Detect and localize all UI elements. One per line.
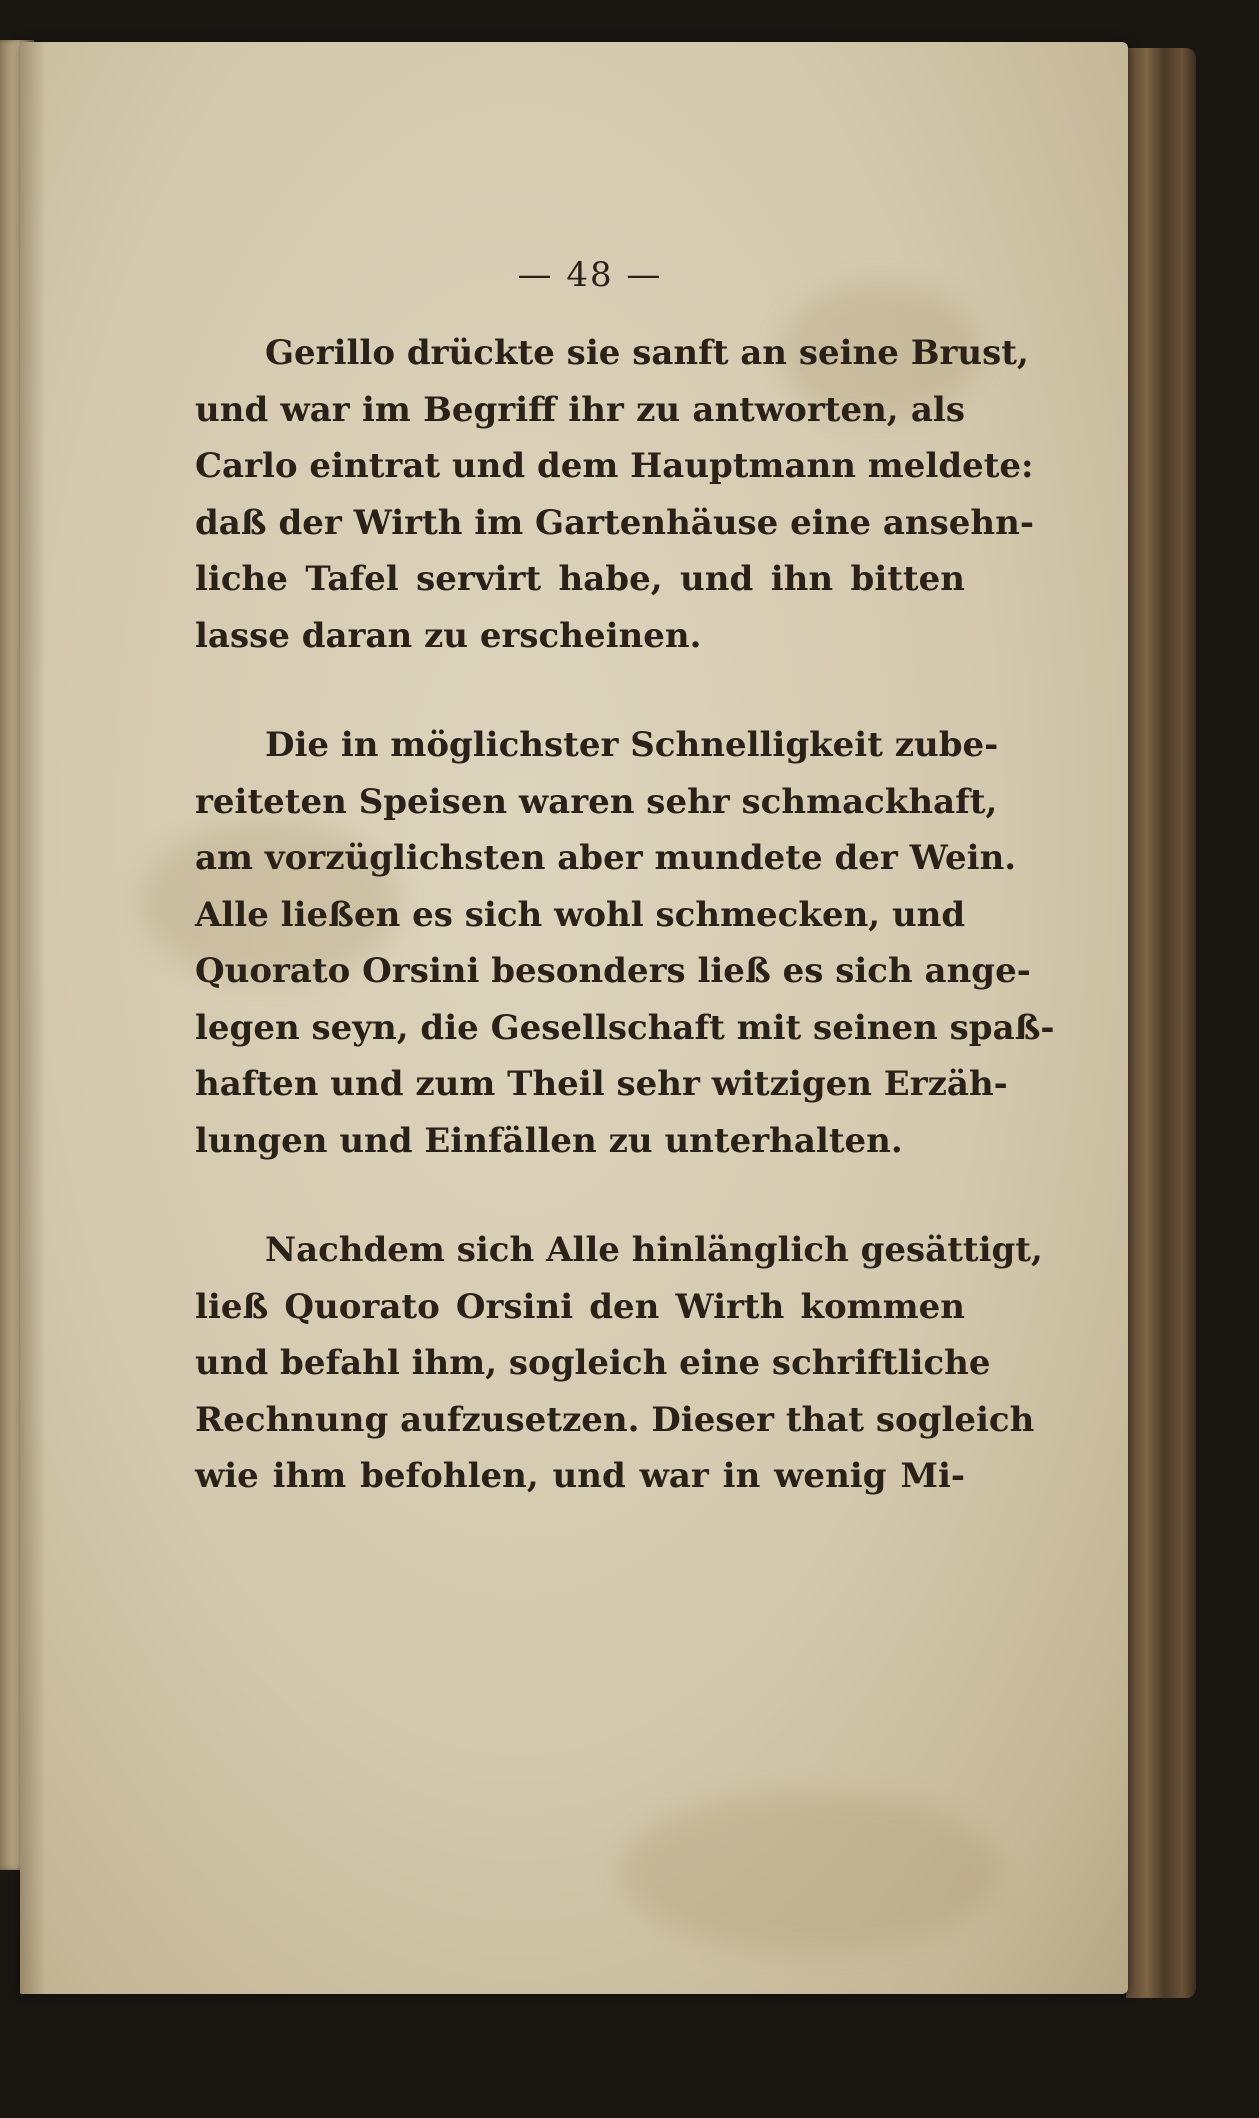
text-line: Die in möglichster Schnelligkeit zube- [265,725,999,765]
text-line: und war im Begriff ihr zu antworten, als [195,389,965,430]
paper-stain [620,1792,1000,1952]
paragraph-1 [195,325,1034,664]
text-line: daß der Wirth im Gartenhäuse eine ansehn- [195,502,1034,543]
text-line: haften und zum Theil sehr witzigen Erzäh- [195,1064,1008,1104]
paragraph-3 [195,1222,1043,1505]
text-line: am vorzüglichsten aber mundete der Wein. [195,838,1017,878]
text-line: Carlo eintrat und dem Hauptmann meldete: [195,446,1034,486]
text-line: liche Tafel servirt habe, und ihn bitten [195,559,965,599]
text-line: Rechnung aufzusetzen. Dieser that sogleich [195,1399,1035,1440]
text-line: wie ihm befohlen, und war in wenig Mi- [195,1456,965,1496]
text-line: Gerillo drückte sie sanft an seine Brust, [265,333,1029,373]
paragraph-2 [195,717,1055,1169]
text-line: lasse daran zu erscheinen. [195,615,702,656]
book-fore-edge [1126,48,1196,1998]
text-line: ließ Quorato Orsini den Wirth kommen [195,1286,965,1327]
text-line: Quorato Orsini besonders ließ es sich ange- [195,951,1031,991]
page-number: — 48 — [517,255,663,295]
text-line: legen seyn, die Gesellschaft mit seinen spaß- [195,1007,1055,1048]
text-line: reiteten Speisen waren sehr schmackhaft, [195,781,998,822]
page-text [195,255,1055,1558]
text-line: und befahl ihm, sogleich eine schriftliche [195,1343,991,1383]
text-line: Nachdem sich Alle hinlänglich gesättigt, [265,1230,1043,1270]
text-line: lungen und Einfällen zu unterhalten. [195,1120,903,1161]
text-line: Alle ließen es sich wohl schmecken, und [195,894,966,935]
